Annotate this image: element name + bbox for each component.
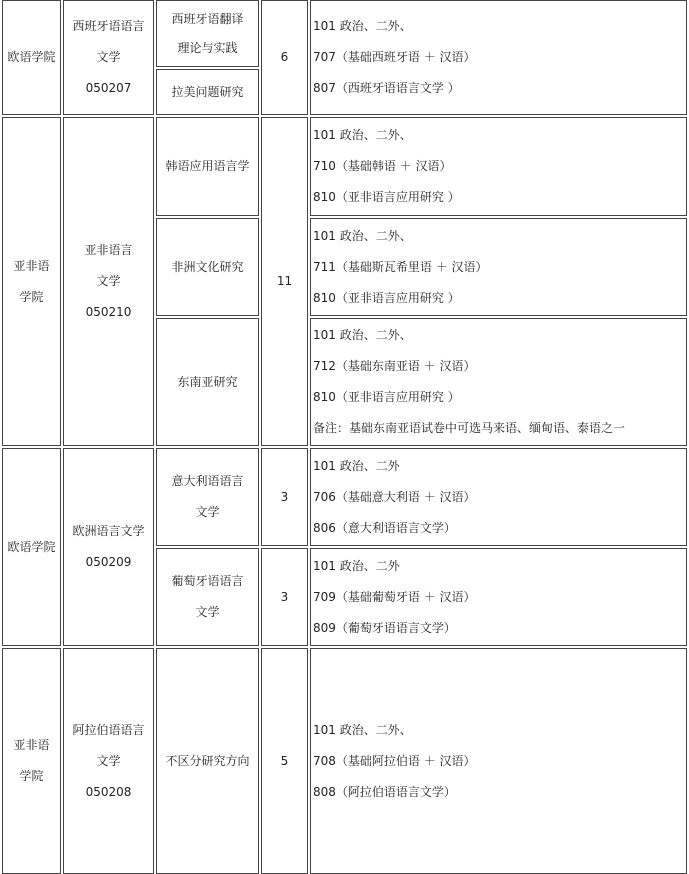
exam-subjects-cell — [310, 218, 687, 316]
exam-subject: 710（基础韩语 ＋ 汉语） — [313, 159, 452, 173]
major-code: 050209 — [85, 555, 132, 569]
direction-name-line: 文学 — [195, 505, 220, 519]
college-name: 欧语学院 — [7, 50, 56, 64]
direction-cell — [156, 648, 259, 874]
direction-name-line: 西班牙语翻译 — [171, 11, 244, 26]
enrollment-count: 3 — [280, 589, 289, 604]
major-code: 050207 — [85, 81, 132, 95]
direction-name-line: 文学 — [195, 605, 220, 619]
college-name-line: 亚非语 — [13, 738, 50, 752]
major-name-line: 西班牙语语言 — [72, 19, 145, 33]
direction-name-line: 不区分研究方向 — [165, 753, 250, 768]
exam-subject: 809（葡萄牙语语言文学） — [313, 620, 456, 635]
enrollment-count: 11 — [276, 274, 293, 288]
exam-subject: 707（基础西班牙语 ＋ 汉语） — [313, 50, 476, 64]
direction-cell — [156, 448, 259, 546]
college-cell — [2, 448, 61, 646]
direction-name-line: 韩语应用语言学 — [165, 159, 250, 173]
exam-subject: 101 政治、二外、 — [313, 128, 412, 142]
exam-subject: 706（基础意大利语 ＋ 汉语） — [313, 489, 476, 504]
exam-subject: 708（基础阿拉伯语 ＋ 汉语） — [313, 753, 476, 768]
college-cell — [2, 648, 61, 874]
enrollment-count-cell — [261, 0, 308, 115]
exam-subjects-cell — [310, 117, 687, 216]
direction-cell — [156, 218, 259, 316]
major-name-line: 阿拉伯语语言 — [72, 722, 145, 737]
direction-cell — [156, 117, 259, 216]
enrollment-count-cell — [261, 648, 308, 874]
exam-subject: 101 政治、二外 — [313, 558, 400, 573]
direction-cell — [156, 0, 259, 67]
exam-subject: 101 政治、二外、 — [313, 228, 412, 243]
direction-cell — [156, 548, 259, 646]
exam-subjects-cell — [310, 448, 687, 546]
college-cell — [2, 117, 61, 446]
direction-cell — [156, 318, 259, 446]
exam-subject: 709（基础葡萄牙语 ＋ 汉语） — [313, 589, 476, 604]
enrollment-count-cell — [261, 448, 308, 546]
exam-subjects-cell — [310, 648, 687, 874]
exam-subject: 101 政治、二外、 — [313, 19, 412, 33]
exam-subject: 711（基础斯瓦希里语 ＋ 汉语） — [313, 259, 488, 274]
major-cell — [63, 448, 154, 646]
exam-subject: 101 政治、二外 — [313, 458, 400, 473]
enrollment-count: 3 — [280, 489, 289, 504]
exam-subjects-cell — [310, 0, 687, 115]
enrollment-count: 5 — [280, 753, 289, 768]
college-cell — [2, 0, 61, 115]
exam-subject: 810（亚非语言应用研究 ） — [313, 190, 460, 204]
enrollment-count-cell — [261, 117, 308, 446]
major-cell — [63, 117, 154, 446]
direction-name-line: 意大利语语言 — [171, 474, 244, 488]
exam-subject: 810（亚非语言应用研究 ） — [313, 290, 460, 305]
college-name: 欧语学院 — [7, 539, 56, 554]
direction-name-line: 葡萄牙语语言 — [171, 574, 244, 588]
major-cell — [63, 648, 154, 874]
enrollment-count: 6 — [280, 50, 289, 64]
exam-subjects-cell — [310, 318, 687, 446]
exam-subject: 807（西班牙语语言文学 ） — [313, 81, 460, 95]
direction-name-line: 东南亚研究 — [177, 374, 238, 389]
exam-subject: 808（阿拉伯语语言文学） — [313, 784, 456, 799]
exam-subject: 101 政治、二外、 — [313, 722, 412, 737]
major-code: 050208 — [85, 784, 132, 799]
direction-cell — [156, 69, 259, 115]
college-name-line: 亚非语 — [13, 258, 50, 273]
exam-note: 备注：基础东南亚语试卷中可选马来语、缅甸语、泰语之一 — [313, 421, 626, 435]
major-name-line: 文学 — [96, 753, 121, 768]
exam-subject: 806（意大利语语言文学） — [313, 520, 456, 535]
major-cell — [63, 0, 154, 115]
major-name-line: 文学 — [96, 274, 121, 288]
major-code: 050210 — [85, 305, 132, 319]
direction-name-line: 拉美问题研究 — [171, 84, 244, 99]
college-name-line: 学院 — [19, 289, 44, 304]
exam-subjects-cell — [310, 548, 687, 646]
college-name-line: 学院 — [19, 769, 44, 783]
direction-name-line: 非洲文化研究 — [171, 259, 244, 274]
exam-subject: 712（基础东南亚语 ＋ 汉语） — [313, 359, 476, 373]
major-name-line: 文学 — [96, 50, 121, 64]
major-name-line: 亚非语言 — [84, 243, 133, 257]
major-name-line: 欧洲语言文学 — [72, 524, 145, 538]
enrollment-count-cell — [261, 548, 308, 646]
exam-subject: 101 政治、二外、 — [313, 328, 412, 342]
direction-name-line: 理论与实践 — [177, 40, 238, 55]
exam-subject: 810（亚非语言应用研究 ） — [313, 390, 460, 404]
